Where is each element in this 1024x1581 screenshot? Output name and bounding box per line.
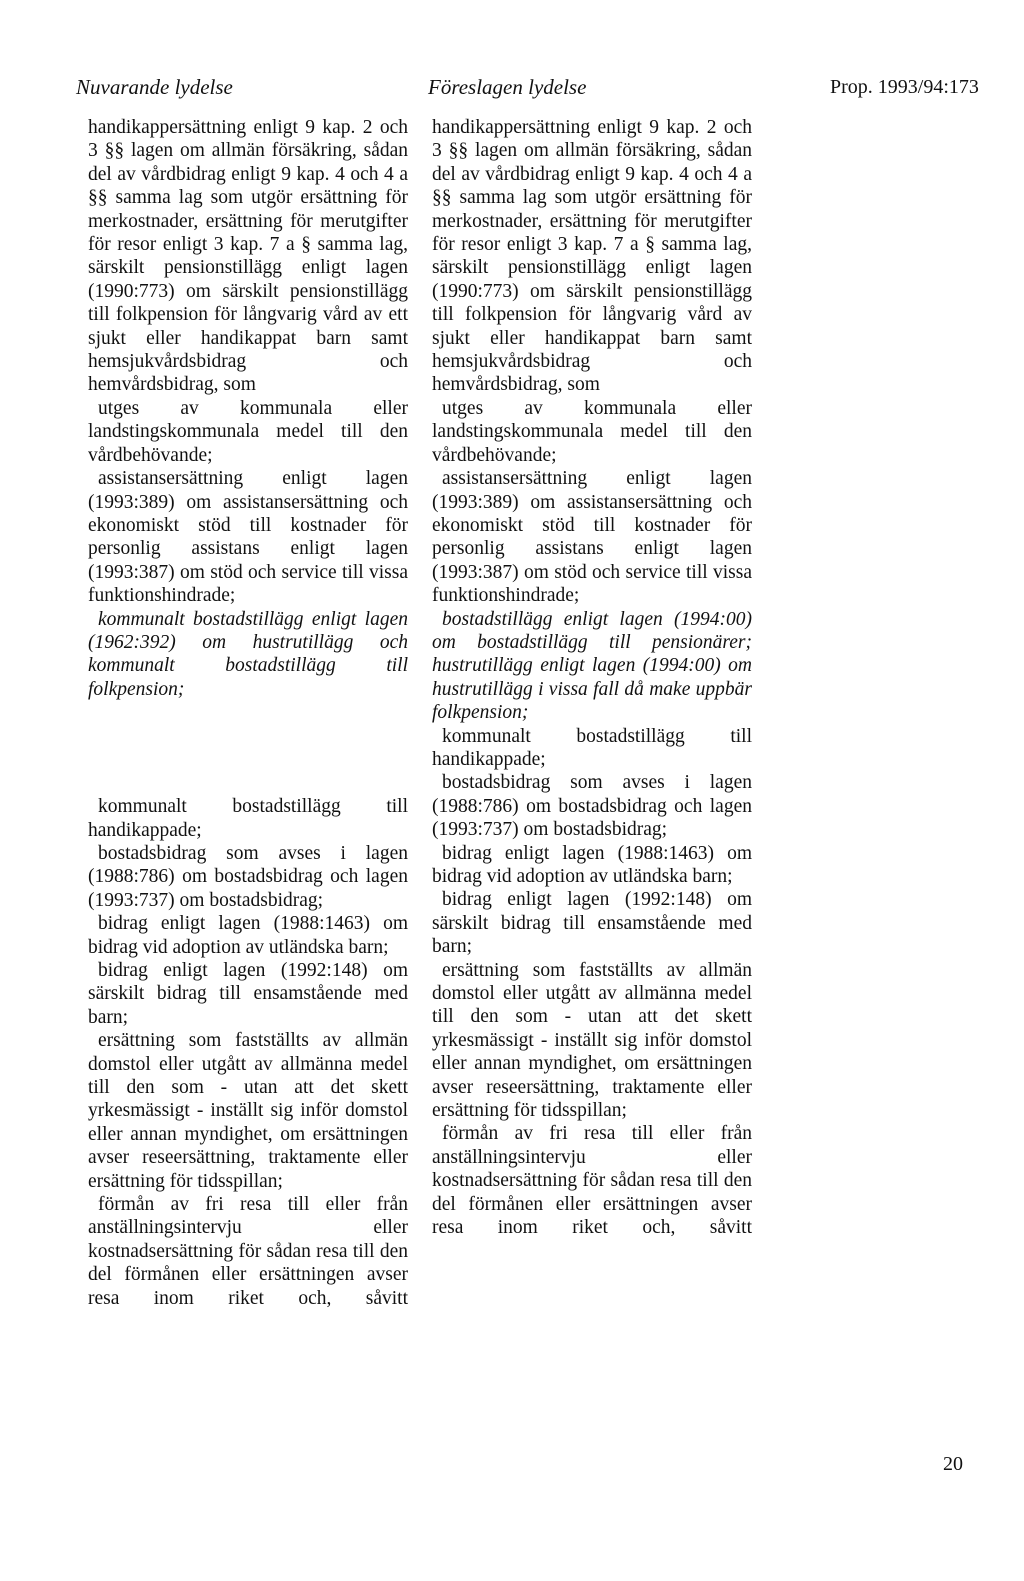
left-paragraph-1: handikappersättning enligt 9 kap. 2 och 3 §§ lagen om allmän försäkring, sådan del av vårdbidrag enligt 9 kap. 4 och 4 a §§ samma lag som utgör ersättning för merkostnader, ersättning för merutgifter för resor enligt 3 kap. 7 a § samma lag, särskilt pensionstillägg enligt lagen (1990:773) om särskilt pensionstillägg till folkpension för långvarig vård av ett sjukt eller handikappat barn samt hemsjukvårdsbidrag och hemvårdsbidrag, som	[88, 117, 408, 396]
left-paragraph-10: förmån av fri resa till eller från anställningsintervju eller kostnadsersättning för sådan resa till den del förmånen eller ersättningen avser resa inom riket och, såvitt	[88, 1194, 408, 1309]
left-paragraph-8: bidrag enligt lagen (1992:148) om särskilt bidrag till ensamstående med barn;	[88, 960, 408, 1028]
page-number: 20	[943, 1453, 963, 1475]
right-paragraph-4: bostadstillägg enligt lagen (1994:00) om bostadstillägg till pensionärer; hustrutillägg enligt lagen (1994:00) om hustrutillägg i vissa fall då make uppbär folkpension;	[432, 608, 752, 724]
left-paragraph-5: kommunalt bostadstillägg till handikappade;	[88, 796, 408, 841]
current-wording-column	[88, 116, 408, 1310]
right-paragraph-6: bostadsbidrag som avses i lagen (1988:786) om bostadsbidrag och lagen (1993:737) om bostadsbidrag;	[432, 772, 752, 841]
right-paragraph-3: assistansersättning enligt lagen (1993:389) om assistansersättning och ekonomiskt stöd till kostnader för personlig assistans enligt lagen (1993:387) om stöd och service till vissa funktionshindrade;	[432, 468, 752, 607]
prop-reference: Prop. 1993/94:173	[830, 76, 979, 98]
left-spacer	[88, 701, 408, 795]
right-paragraph-5: kommunalt bostadstillägg till handikappade;	[432, 725, 752, 770]
current-wording-heading: Nuvarande lydelse	[76, 75, 233, 99]
right-paragraph-9: ersättning som fastställts av allmän domstol eller utgått av allmänna medel till den som - utan att det skett yrkesmässigt - inställt sig inför domstol eller annan myndighet, om ersättningen avser reseersättning, traktamente eller ersättning för tidsspillan;	[432, 959, 752, 1122]
left-paragraph-6: bostadsbidrag som avses i lagen (1988:786) om bostadsbidrag och lagen (1993:737) om bostadsbidrag;	[88, 842, 408, 911]
proposed-wording-column	[432, 116, 752, 1240]
left-paragraph-7: bidrag enligt lagen (1988:1463) om bidrag vid adoption av utländska barn;	[88, 913, 408, 958]
right-paragraph-8: bidrag enligt lagen (1992:148) om särskilt bidrag till ensamstående med barn;	[432, 889, 752, 958]
left-paragraph-2: utges av kommunala eller landstingskommunala medel till den vårdbehövande;	[88, 397, 408, 466]
left-paragraph-3: assistansersättning enligt lagen (1993:389) om assistansersättning och ekonomiskt stöd till kostnader för personlig assistans enligt lagen (1993:387) om stöd och service till vissa funktionshindrade;	[88, 468, 408, 607]
left-paragraph-4: kommunalt bostadstillägg enligt lagen (1962:392) om hustrutillägg och kommunalt bostadstillägg till folkpension;	[88, 608, 408, 700]
right-paragraph-2: utges av kommunala eller landstingskommunala medel till den vårdbehövande;	[432, 397, 752, 466]
right-paragraph-1: handikappersättning enligt 9 kap. 2 och 3 §§ lagen om allmän försäkring, sådan del av vårdbidrag enligt 9 kap. 4 och 4 a §§ samma lag som utgör ersättning för merkostnader, ersättning för merutgifter för resor enligt 3 kap. 7 a § samma lag, särskilt pensionstillägg enligt lagen (1990:773) om särskilt pensionstillägg till folkpension för långvarig vård av sjukt eller handikappat barn samt hemsjukvårdsbidrag och hemvårdsbidrag, som	[432, 117, 752, 396]
right-paragraph-7: bidrag enligt lagen (1988:1463) om bidrag vid adoption av utländska barn;	[432, 842, 752, 887]
right-paragraph-10: förmån av fri resa till eller från anställningsintervju eller kostnadsersättning för sådan resa till den del förmånen eller ersättningen avser resa inom riket och, såvitt	[432, 1123, 752, 1239]
proposed-wording-heading: Föreslagen lydelse	[428, 75, 587, 99]
left-paragraph-9: ersättning som fastställts av allmän domstol eller utgått av allmänna medel till den som - utan att det skett yrkesmässigt - inställt sig inför domstol eller annan myndighet, om ersättningen avser reseersättning, traktamente eller ersättning för tidsspillan;	[88, 1030, 408, 1192]
